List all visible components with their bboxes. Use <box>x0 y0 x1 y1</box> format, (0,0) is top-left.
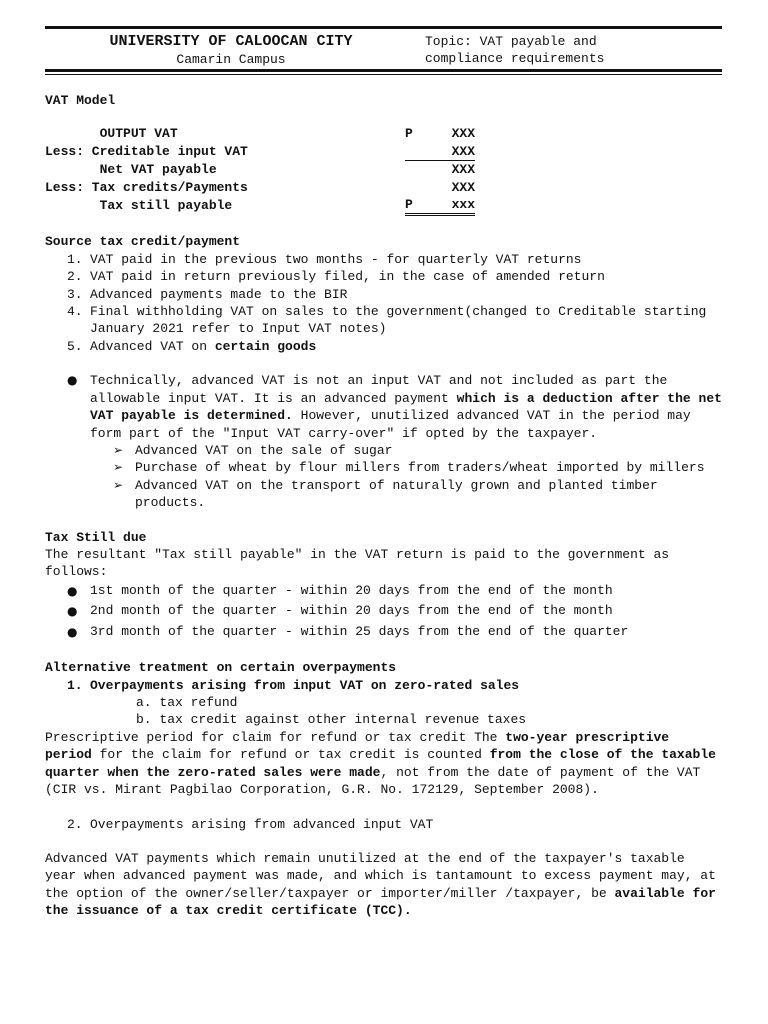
arrow-bullet-icon: ➢ <box>113 442 124 457</box>
paragraph-emphasis: two-year prescriptive period <box>45 729 670 763</box>
vat-model-label: OUTPUT VAT <box>45 126 178 142</box>
vat-model-symbol <box>405 179 427 196</box>
header-institution <box>45 29 417 69</box>
list-item-text: Overpayments arising from input VAT on zero-rated sales <box>90 677 520 693</box>
list-item-text: Advanced VAT on <box>90 338 215 354</box>
list-item-text: 3rd month of the quarter - within 25 days from the end of the quarter <box>90 623 629 639</box>
paragraph-text: , not from the date of payment of the VAT (CIR vs. Mirant Pagbilao Corporation, G.R. No. 172129, September 2008). <box>45 764 701 798</box>
campus-name: Camarin Campus <box>176 52 286 67</box>
list-number: 2. <box>67 816 83 832</box>
list-item <box>113 477 722 512</box>
bullet-icon: ● <box>67 373 78 388</box>
vat-model-symbol: P <box>405 126 413 142</box>
list-item-emphasis: certain goods <box>214 338 317 354</box>
list-item-text: Purchase of wheat by flour millers from traders/wheat imported by millers <box>135 460 705 476</box>
list-number: 2. <box>67 269 83 285</box>
sub-item-b: b. tax credit against other internal revenue taxes <box>136 712 527 728</box>
list-number: 5. <box>67 338 83 354</box>
source-list <box>45 251 722 355</box>
vat-model-row <box>45 196 475 215</box>
vat-model-symbol <box>405 161 427 179</box>
alternative-list-2 <box>45 816 722 833</box>
document-header <box>45 29 722 69</box>
list-number: 3. <box>67 286 83 302</box>
vat-model-symbol <box>405 143 427 161</box>
list-item <box>67 816 722 833</box>
list-item <box>67 581 722 602</box>
sub-item-a: a. tax refund <box>136 695 238 711</box>
vat-model-value: XXX <box>451 179 475 195</box>
list-number: 4. <box>67 304 83 320</box>
paragraph-text: Prescriptive period for claim for refund or tax credit The <box>45 729 506 745</box>
still-due-list <box>45 581 722 643</box>
list-item <box>67 338 722 355</box>
paragraph-emphasis: available for the issuance of a tax credit certificate (TCC). <box>45 885 716 919</box>
list-item-text: 1st month of the quarter - within 20 days from the end of the month <box>90 582 613 598</box>
vat-model-title: VAT Model <box>45 93 116 108</box>
vat-model-label: Net VAT payable <box>45 161 217 177</box>
vat-model-symbol: P <box>405 196 427 215</box>
paragraph-text: However, unutilized advanced VAT in the period may form part of the "Input VAT carry-over" if opted by the taxpayer. <box>90 408 691 441</box>
alternative-title: Alternative treatment on certain overpayments <box>45 660 397 676</box>
technically-list <box>45 372 722 442</box>
list-item-text: Advanced VAT on the transport of naturally grown and planted timber products. <box>135 477 658 511</box>
university-name: UNIVERSITY OF CALOOCAN CITY <box>109 33 353 50</box>
source-title: Source tax credit/payment <box>45 234 241 250</box>
list-number: 1. <box>67 677 83 693</box>
vat-model-label: Less: Creditable input VAT <box>45 144 248 160</box>
list-item <box>67 251 722 268</box>
prescriptive-paragraph <box>45 729 722 799</box>
list-item <box>67 372 722 442</box>
vat-model-value: XXX <box>451 162 475 178</box>
list-item <box>67 303 722 338</box>
still-due-intro: The resultant "Tax still payable" in the VAT return is paid to the government as follows: <box>45 546 670 580</box>
paragraph-text: Advanced VAT payments which remain unutilized at the end of the taxpayer's taxable year when advanced payment was made, and which is tantamount to excess payment may, at the option of the owner/seller/taxpayer or importer/miller /taxpayer, be <box>45 850 716 901</box>
list-item <box>113 459 722 476</box>
list-item-text: Overpayments arising from advanced input VAT <box>90 816 434 832</box>
list-item-text: Final withholding VAT on sales to the government(changed to Creditable starting January 2021 refer to Input VAT notes) <box>90 304 707 337</box>
list-item <box>67 622 722 643</box>
header-bottom-rule <box>45 69 722 72</box>
list-item <box>113 442 722 459</box>
paragraph-emphasis: from the close of the taxable quarter when the zero-rated sales were made <box>45 747 716 780</box>
list-item <box>67 286 722 303</box>
vat-model-row <box>45 161 475 179</box>
alternative-list <box>45 677 722 694</box>
list-item <box>67 268 722 285</box>
list-item-text: VAT paid in the previous two months - for quarterly VAT returns <box>90 251 582 267</box>
vat-model-value: XXX <box>451 126 475 142</box>
vat-model-value: XXX <box>427 143 475 161</box>
header-topic <box>417 33 604 69</box>
vat-model-value: xxx <box>427 196 475 215</box>
topic-line-2: compliance requirements <box>425 51 605 66</box>
arrow-bullet-icon: ➢ <box>113 477 124 492</box>
list-number: 1. <box>67 251 83 267</box>
vat-model-row <box>45 143 475 161</box>
list-item <box>67 677 722 694</box>
paragraph-text: Technically, advanced VAT is not an input VAT and not included as part the allowable input VAT. It is an advanced payment <box>90 373 668 406</box>
paragraph-emphasis: which is a deduction after the net VAT payable is determined. <box>90 390 722 424</box>
advanced-vat-paragraph <box>45 850 722 920</box>
vat-model-label: Less: Tax credits/Payments <box>45 179 248 195</box>
list-item-text: VAT paid in return previously filed, in the case of amended return <box>90 269 605 285</box>
bullet-icon: ● <box>67 624 78 639</box>
list-item-text: 2nd month of the quarter - within 20 days from the end of the month <box>90 603 613 619</box>
vat-model-row <box>45 125 475 142</box>
list-item <box>67 601 722 622</box>
arrow-bullet-icon: ➢ <box>113 460 124 475</box>
vat-model-label: Tax still payable <box>45 197 233 213</box>
topic-line-1: Topic: VAT payable and <box>425 34 597 49</box>
still-due-title: Tax Still due <box>45 529 147 545</box>
advanced-vat-sublist <box>45 442 722 512</box>
vat-model-table <box>45 125 475 216</box>
bullet-icon: ● <box>67 604 78 619</box>
list-item-text: Advanced VAT on the sale of sugar <box>135 442 393 458</box>
list-item-text: Advanced payments made to the BIR <box>90 286 348 302</box>
document-page <box>45 26 722 920</box>
vat-model-row <box>45 179 475 196</box>
bullet-icon: ● <box>67 583 78 598</box>
paragraph-text: for the claim for refund or tax credit is counted <box>91 747 490 763</box>
